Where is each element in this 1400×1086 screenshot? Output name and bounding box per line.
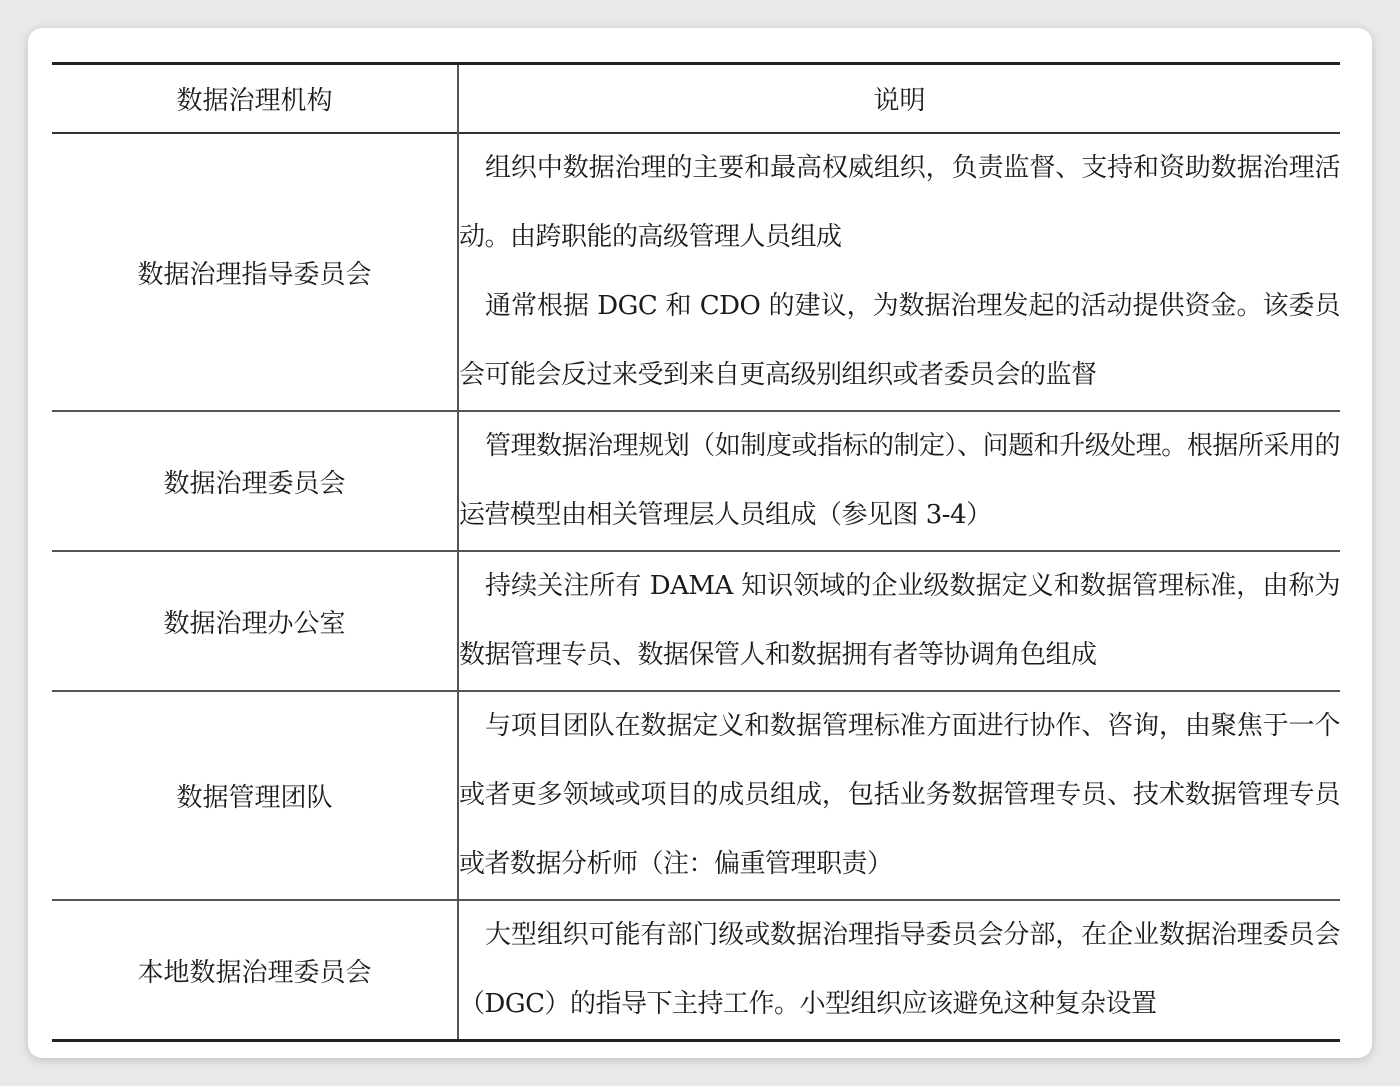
- description-paragraph: 组织中数据治理的主要和最高权威组织，负责监督、支持和资助数据治理活动。由跨职能的高级管理人员组成: [459, 153, 1340, 252]
- org-description: [458, 411, 1340, 551]
- table-row: [52, 133, 1340, 411]
- org-name: 数据治理委员会: [52, 411, 458, 551]
- table-row: [52, 691, 1340, 900]
- header-desc: 说明: [873, 86, 926, 116]
- description-paragraph: 管理数据治理规划（如制度或指标的制定）、问题和升级处理。根据所采用的运营模型由相关管理层人员组成（参见图 3-4）: [459, 431, 1340, 530]
- org-name: 数据治理办公室: [52, 551, 458, 691]
- table-row: [52, 900, 1340, 1041]
- table-header-row: [52, 64, 1340, 134]
- org-description: [458, 691, 1340, 900]
- governance-table: [52, 62, 1340, 1042]
- org-description: [458, 133, 1340, 411]
- org-name: 数据治理指导委员会: [52, 133, 458, 411]
- header-org: 数据治理机构: [52, 64, 458, 134]
- org-name: 数据管理团队: [52, 691, 458, 900]
- table-row: [52, 551, 1340, 691]
- description-paragraph: 通常根据 DGC 和 CDO 的建议，为数据治理发起的活动提供资金。该委员会可能会反过来受到来自更高级别组织或者委员会的监督: [459, 291, 1340, 390]
- description-paragraph: 持续关注所有 DAMA 知识领域的企业级数据定义和数据管理标准，由称为数据管理专员、数据保管人和数据拥有者等协调角色组成: [459, 571, 1340, 670]
- document-card: [28, 28, 1372, 1058]
- org-name: 本地数据治理委员会: [52, 900, 458, 1041]
- description-paragraph: 与项目团队在数据定义和数据管理标准方面进行协作、咨询，由聚焦于一个或者更多领域或项目的成员组成，包括业务数据管理专员、技术数据管理专员或者数据分析师（注：偏重管理职责）: [459, 711, 1340, 879]
- table-row: [52, 411, 1340, 551]
- description-paragraph: 大型组织可能有部门级或数据治理指导委员会分部，在企业数据治理委员会（DGC）的指导下主持工作。小型组织应该避免这种复杂设置: [459, 920, 1340, 1019]
- org-description: [458, 551, 1340, 691]
- org-description: [458, 900, 1340, 1041]
